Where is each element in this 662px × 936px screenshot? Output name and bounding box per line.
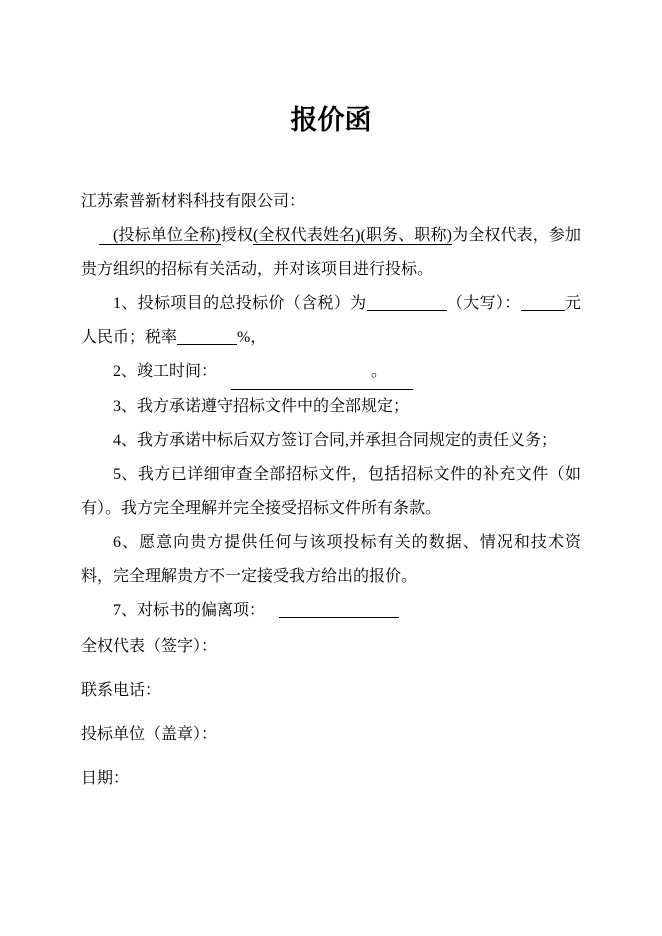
tax-rate-blank[interactable]	[177, 330, 237, 345]
contact-phone: 联系电话：	[81, 682, 162, 699]
representative-name-blank[interactable]: (全权代表姓名)(职务、职称)	[252, 227, 452, 244]
authorization-paragraph	[81, 219, 581, 287]
authorization-rest: 为全权代表，参加贵方组织的招标有关活动，并对该项目进行投标。	[81, 227, 581, 278]
currency-tax-text: 元人民币；税率	[81, 295, 581, 346]
item-provide-data: 6、愿意向贵方提供任何与该项投标有关的数据、情况和技术资料，完全理解贵方不一定接受我方给出的报价。	[81, 534, 581, 585]
document-title: 报价函	[290, 105, 372, 135]
bid-price-words-blank[interactable]	[521, 296, 565, 311]
item-completion-time	[81, 355, 581, 390]
bid-price-text: 1、投标项目的总投标价（含税）为	[113, 295, 367, 312]
item-reviewed-documents: 5、我方已详细审查全部招标文件，包括招标文件的补充文件（如有）。我方完全理解并完全接受招标文件所有条款。	[81, 466, 581, 517]
recipient-line: 江苏索普新材料科技有限公司：	[81, 193, 306, 210]
completion-time-blank[interactable]	[231, 355, 413, 390]
signature-representative: 全权代表（签字）：	[81, 638, 218, 655]
signature-block	[81, 630, 581, 796]
completion-time-label: 2、竣工时间：	[113, 363, 218, 380]
item-contract: 4、我方承诺中标后双方签订合同,并承担合同规定的责任义务；	[113, 432, 558, 449]
authorize-text: 授权	[220, 227, 253, 244]
bidder-name-blank[interactable]: (投标单位全称)	[99, 227, 221, 245]
bid-price-blank[interactable]	[367, 296, 447, 311]
deviations-label: 7、对标书的偏离项：	[113, 602, 266, 619]
item-total-bid-price	[81, 287, 581, 355]
date-line: 日期：	[81, 770, 130, 787]
bid-price-words-label: （大写）：	[446, 295, 521, 312]
item-deviations	[81, 594, 581, 628]
percent-text: %，	[237, 329, 267, 346]
item-compliance: 3、我方承诺遵守招标文件中的全部规定；	[113, 398, 410, 415]
bidder-unit-seal: 投标单位（盖章）：	[81, 726, 218, 743]
completion-time-period: 。	[371, 363, 388, 380]
deviations-blank[interactable]	[279, 603, 399, 618]
